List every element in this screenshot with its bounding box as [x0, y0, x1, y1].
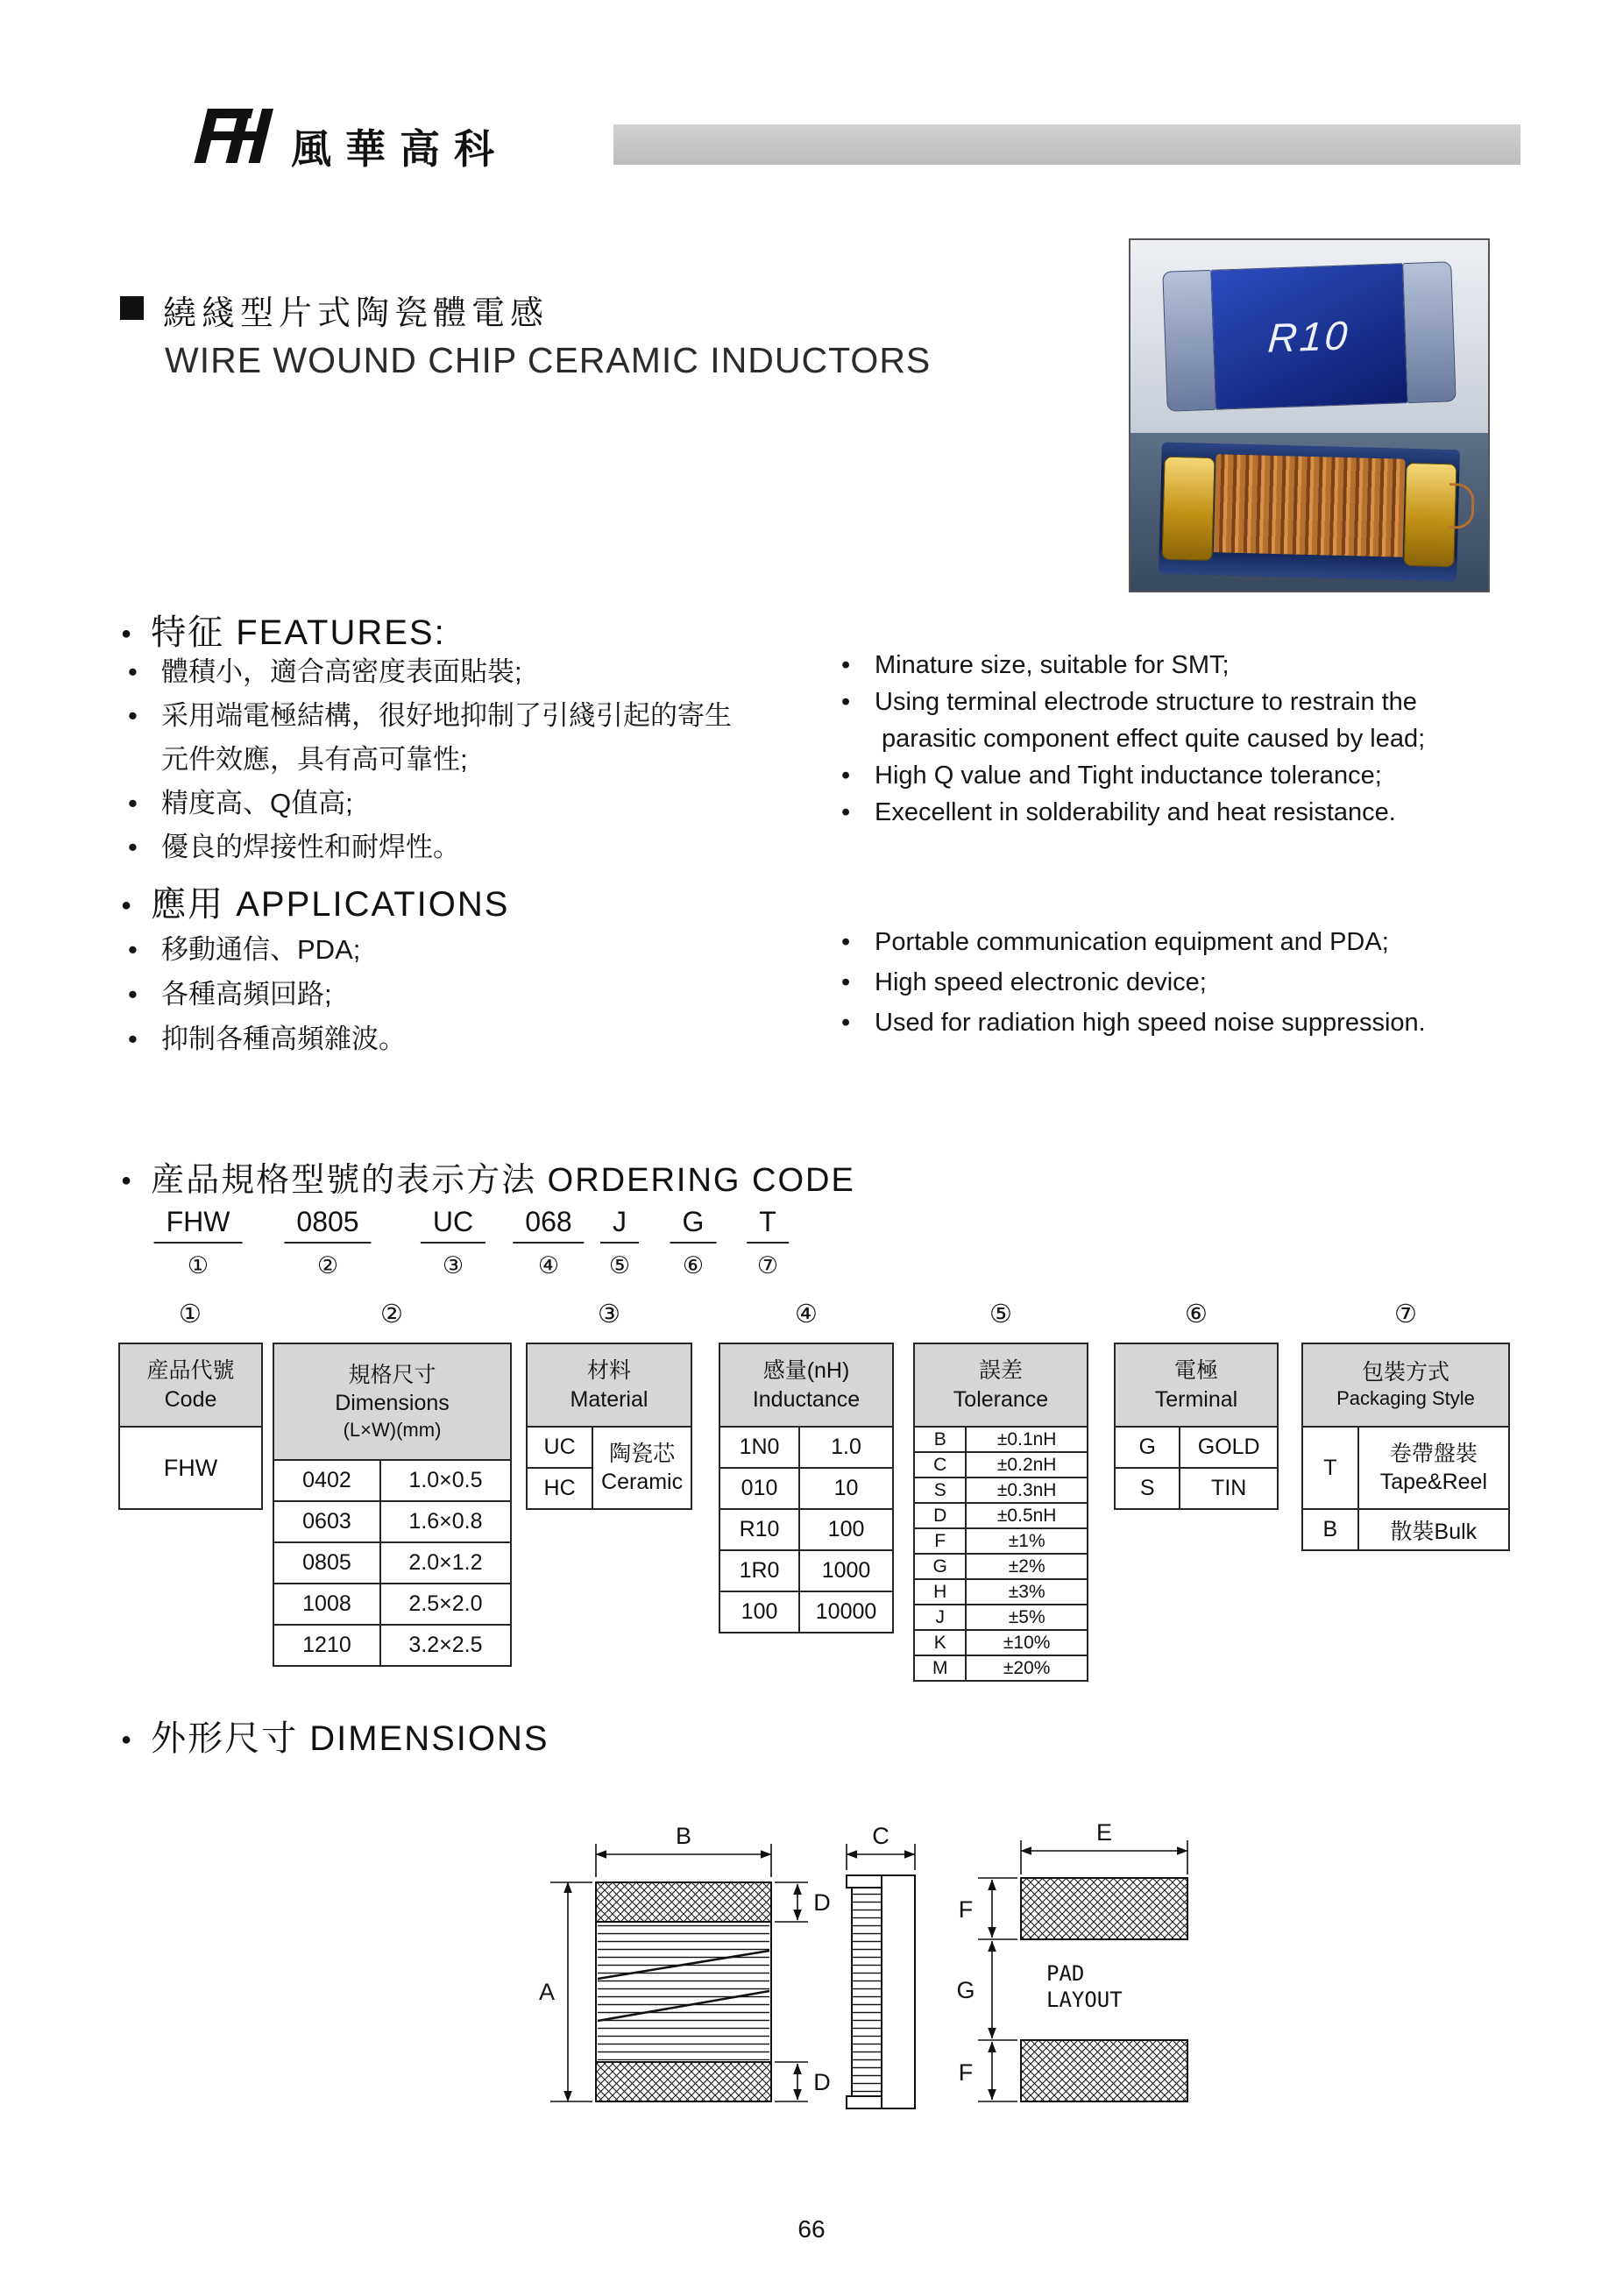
- code-part-value: J: [600, 1206, 639, 1244]
- table-cell: 0603: [273, 1501, 380, 1542]
- table-cell: 10: [799, 1468, 893, 1509]
- ordering-heading-text: 産品規格型號的表示方法 ORDERING CODE: [151, 1162, 855, 1199]
- ordering-code-part: [284, 1206, 371, 1279]
- table-cell: 0402: [273, 1460, 380, 1501]
- table-cell: ±0.2nH: [966, 1452, 1088, 1478]
- application-text: 各種高頻回路;: [161, 979, 332, 1010]
- application-text: Portable communication equipment and PDA;: [875, 928, 1389, 956]
- dim-label-g: G: [956, 1977, 975, 2003]
- dim-label-e: E: [1095, 1819, 1113, 1846]
- features-list-en: [841, 647, 1525, 831]
- header-zh: 包裝方式: [1361, 1359, 1449, 1385]
- table-header: [527, 1343, 691, 1427]
- table-cell: [592, 1427, 691, 1509]
- bullet-icon: [841, 647, 875, 684]
- chip-body: [1211, 263, 1407, 410]
- bullet-icon: [841, 1003, 875, 1043]
- ordering-code-part: [421, 1206, 485, 1279]
- dimensions-code-table: [273, 1343, 512, 1667]
- header-en: Dimensions: [335, 1391, 450, 1416]
- bullet-icon: [841, 922, 875, 962]
- table-header: [1115, 1343, 1278, 1427]
- table-cell: 10000: [799, 1591, 893, 1633]
- table-cell: G: [1115, 1427, 1180, 1468]
- header-en: Terminal: [1154, 1386, 1238, 1412]
- application-text: 抑制各種高頻雜波。: [161, 1024, 406, 1054]
- code-part-number: ②: [316, 1252, 339, 1279]
- terminal-table: [1114, 1343, 1279, 1510]
- table-cell: TIN: [1180, 1468, 1278, 1509]
- dim-label-f-top: F: [958, 1896, 974, 1923]
- table-header: [719, 1343, 893, 1427]
- table-header: [273, 1343, 511, 1460]
- feature-text: 元件效應，具有高可靠性;: [161, 744, 468, 775]
- page-number: 66: [797, 2215, 826, 2243]
- feature-text: High Q value and Tight inductance tolerance;: [875, 762, 1382, 790]
- feature-text: Using terminal electrode structure to restrain the: [875, 688, 1417, 716]
- table-cell: HC: [527, 1468, 592, 1509]
- pad-layout-label-line2: LAYOUT: [1046, 1988, 1123, 2012]
- feature-item: [128, 694, 741, 782]
- material-table: [526, 1343, 692, 1510]
- chip-photo: [1130, 240, 1488, 433]
- table-cell: 1008: [273, 1584, 380, 1625]
- packaging-zh: 卷帶盤裝: [1389, 1441, 1478, 1466]
- features-heading: [121, 605, 446, 655]
- feature-text: Execellent in solderability and heat resistance.: [875, 798, 1396, 826]
- table-cell: 1.0: [799, 1427, 893, 1468]
- header-zh: 感量(nH): [762, 1358, 850, 1383]
- table-cell: ±0.5nH: [966, 1503, 1088, 1528]
- wound-inductor-photo: [1130, 433, 1488, 591]
- code-part-number: ③: [442, 1252, 464, 1279]
- code-part-value: G: [670, 1206, 717, 1244]
- feature-item: [841, 794, 1525, 831]
- brand-logo-icon: [175, 105, 280, 167]
- wound-inductor-image: [1159, 443, 1460, 582]
- table-cell: ±20%: [966, 1655, 1088, 1681]
- application-item: [128, 927, 741, 972]
- feature-item: [841, 757, 1525, 794]
- table-cell: 1N0: [719, 1427, 799, 1468]
- code-part-value: 0805: [284, 1206, 371, 1244]
- dimensions-drawing: [526, 1803, 1218, 2128]
- bullet-icon: [128, 927, 161, 972]
- bullet-icon: [128, 782, 161, 826]
- inductance-table: [719, 1343, 894, 1633]
- pad-layout-label-line1: PAD: [1046, 1961, 1085, 1986]
- header-zh: 産品代號: [146, 1358, 235, 1383]
- feature-text: parasitic component effect quite caused by lead;: [882, 725, 1426, 753]
- table-cell: R10: [719, 1509, 799, 1550]
- table-cell: C: [914, 1452, 966, 1478]
- table-cell: M: [914, 1655, 966, 1681]
- bullet-icon: [841, 684, 875, 757]
- applications-heading: [121, 876, 509, 926]
- table-cell: ±3%: [966, 1579, 1088, 1605]
- code-part-value: FHW: [154, 1206, 243, 1244]
- table-number-icon: ①: [179, 1300, 202, 1329]
- product-photo: [1129, 238, 1490, 592]
- table-number-icon: ⑥: [1185, 1300, 1208, 1329]
- table-cell: ±10%: [966, 1630, 1088, 1655]
- dim-label-b: B: [675, 1823, 692, 1849]
- feature-text: 精度高、Q值高;: [161, 788, 353, 818]
- feature-text: 體積小，適合高密度表面貼裝;: [161, 656, 522, 687]
- wire-tail: [1449, 483, 1475, 529]
- application-text: High speed electronic device;: [875, 968, 1207, 996]
- chip-marking-text: R10: [1266, 312, 1352, 361]
- code-part-number: ④: [537, 1252, 560, 1279]
- table-cell: 2.0×1.2: [380, 1542, 511, 1584]
- application-item: [841, 962, 1525, 1003]
- code-part-number: ⑥: [682, 1252, 705, 1279]
- table-number-icon: ③: [598, 1300, 620, 1329]
- application-text: Used for radiation high speed noise suppression.: [875, 1009, 1426, 1037]
- table-cell: ±5%: [966, 1605, 1088, 1630]
- bullet-icon: [128, 826, 161, 869]
- feature-item: [128, 650, 741, 694]
- chip-terminal-left: [1162, 270, 1216, 412]
- application-item: [841, 1003, 1525, 1043]
- code-part-number: ⑦: [756, 1252, 779, 1279]
- chip-terminal-right: [1402, 261, 1456, 403]
- ordering-code-part: [154, 1206, 243, 1279]
- table-cell: 0805: [273, 1542, 380, 1584]
- code-part-value: T: [747, 1206, 789, 1244]
- header-zh: 材料: [586, 1358, 631, 1383]
- ordering-code-part: [747, 1206, 789, 1279]
- table-cell: T: [1302, 1427, 1358, 1509]
- front-view: [596, 1882, 771, 2101]
- feature-item: [841, 647, 1525, 684]
- table-cell: GOLD: [1180, 1427, 1278, 1468]
- table-cell: G: [914, 1554, 966, 1579]
- application-item: [841, 922, 1525, 962]
- title-square-marker: [120, 296, 144, 320]
- dim-label-d-top: D: [813, 1889, 831, 1916]
- applications-heading-text: 應用 APPLICATIONS: [151, 885, 510, 924]
- product-code-table: [118, 1343, 263, 1510]
- packaging-table: [1301, 1343, 1510, 1551]
- dimensions-heading: [121, 1711, 549, 1761]
- applications-list-en: [841, 922, 1525, 1043]
- section-bullet-icon: [121, 1162, 151, 1199]
- dimensions-heading-text: 外形尺寸 DIMENSIONS: [151, 1719, 549, 1758]
- table-number-icon: ⑦: [1394, 1300, 1417, 1329]
- section-bullet-icon: [121, 1719, 151, 1758]
- table-cell: J: [914, 1605, 966, 1630]
- header-decorative-bar: [613, 124, 1520, 165]
- table-cell: UC: [527, 1427, 592, 1468]
- table-cell: 2.5×2.0: [380, 1584, 511, 1625]
- header-zh: 誤差: [978, 1358, 1023, 1383]
- table-cell: 010: [719, 1468, 799, 1509]
- table-cell: 散裝Bulk: [1358, 1509, 1509, 1550]
- table-cell: ±0.1nH: [966, 1427, 1088, 1452]
- table-number-icon: ⑤: [989, 1300, 1012, 1329]
- bullet-icon: [841, 757, 875, 794]
- feature-item: [128, 782, 741, 826]
- ordering-code-part: [670, 1206, 717, 1279]
- section-bullet-icon: [121, 885, 151, 924]
- table-cell: 100: [799, 1509, 893, 1550]
- header-unit: (L×W)(mm): [343, 1418, 442, 1441]
- bullet-icon: [128, 694, 161, 782]
- applications-list-zh: [128, 927, 741, 1061]
- header-en: Material: [570, 1386, 648, 1412]
- code-part-number: ⑤: [608, 1252, 631, 1279]
- table-cell: S: [1115, 1468, 1180, 1509]
- table-cell: FHW: [119, 1427, 262, 1509]
- gold-terminal-left: [1162, 457, 1215, 561]
- table-cell: ±1%: [966, 1528, 1088, 1554]
- feature-item: [128, 826, 741, 869]
- page-title-zh: 繞綫型片式陶瓷體電感: [163, 295, 549, 332]
- table-cell: 1.6×0.8: [380, 1501, 511, 1542]
- application-text: 移動通信、PDA;: [161, 934, 361, 965]
- table-cell: B: [1302, 1509, 1358, 1550]
- dim-label-f-bottom: F: [958, 2059, 974, 2086]
- table-header: [1302, 1343, 1509, 1427]
- chip-inductor-image: [1162, 261, 1456, 411]
- ordering-code-part: [513, 1206, 584, 1279]
- dim-label-a: A: [538, 1979, 556, 2005]
- header-en: Packaging Style: [1336, 1387, 1475, 1410]
- brand-name: 風華高科: [291, 126, 508, 172]
- feature-text: 采用端電極結構，很好地抑制了引綫引起的寄生: [161, 700, 732, 731]
- table-cell: ±0.3nH: [966, 1478, 1088, 1503]
- material-zh: 陶瓷芯: [609, 1441, 676, 1466]
- side-view: [847, 1875, 915, 2108]
- application-item: [128, 972, 741, 1017]
- feature-text: 優良的焊接性和耐焊性。: [161, 832, 460, 862]
- table-cell: 1000: [799, 1550, 893, 1591]
- table-cell: 1R0: [719, 1550, 799, 1591]
- header-zh: 電極: [1173, 1358, 1218, 1383]
- bullet-icon: [841, 794, 875, 831]
- dim-label-d-bottom: D: [813, 2069, 831, 2095]
- table-number-icon: ④: [795, 1300, 818, 1329]
- table-cell: [1358, 1427, 1509, 1509]
- table-cell: K: [914, 1630, 966, 1655]
- table-cell: 3.2×2.5: [380, 1625, 511, 1666]
- header-en: Inductance: [752, 1386, 861, 1412]
- ordering-code-part: [600, 1206, 639, 1279]
- table-cell: 100: [719, 1591, 799, 1633]
- table-cell: 1210: [273, 1625, 380, 1666]
- material-en: Ceramic: [601, 1470, 684, 1494]
- header-en: Code: [164, 1386, 217, 1412]
- table-header: [914, 1343, 1088, 1427]
- tolerance-table: [913, 1343, 1088, 1682]
- features-list-zh: [128, 650, 741, 869]
- features-heading-text: 特征 FEATURES:: [151, 613, 446, 652]
- section-bullet-icon: [121, 613, 151, 652]
- bullet-icon: [128, 972, 161, 1017]
- bullet-icon: [128, 650, 161, 694]
- table-cell: D: [914, 1503, 966, 1528]
- code-part-value: UC: [421, 1206, 485, 1244]
- application-item: [128, 1017, 741, 1061]
- code-part-value: 068: [513, 1206, 584, 1244]
- header-zh: 規格尺寸: [348, 1362, 436, 1387]
- feature-text: Minature size, suitable for SMT;: [875, 651, 1230, 679]
- code-part-number: ①: [187, 1252, 209, 1279]
- packaging-en: Tape&Reel: [1379, 1470, 1488, 1494]
- table-cell: ±2%: [966, 1554, 1088, 1579]
- header-en: Tolerance: [953, 1386, 1049, 1412]
- dim-label-c: C: [872, 1823, 889, 1849]
- feature-item: [841, 684, 1525, 757]
- table-number-icon: ②: [380, 1300, 403, 1329]
- table-cell: B: [914, 1427, 966, 1452]
- table-header: [119, 1343, 262, 1427]
- table-cell: F: [914, 1528, 966, 1554]
- bullet-icon: [128, 1017, 161, 1061]
- table-cell: H: [914, 1579, 966, 1605]
- table-cell: S: [914, 1478, 966, 1503]
- table-cell: 1.0×0.5: [380, 1460, 511, 1501]
- page-title-en: WIRE WOUND CHIP CERAMIC INDUCTORS: [165, 340, 932, 380]
- bullet-icon: [841, 962, 875, 1003]
- ordering-heading: [121, 1152, 855, 1201]
